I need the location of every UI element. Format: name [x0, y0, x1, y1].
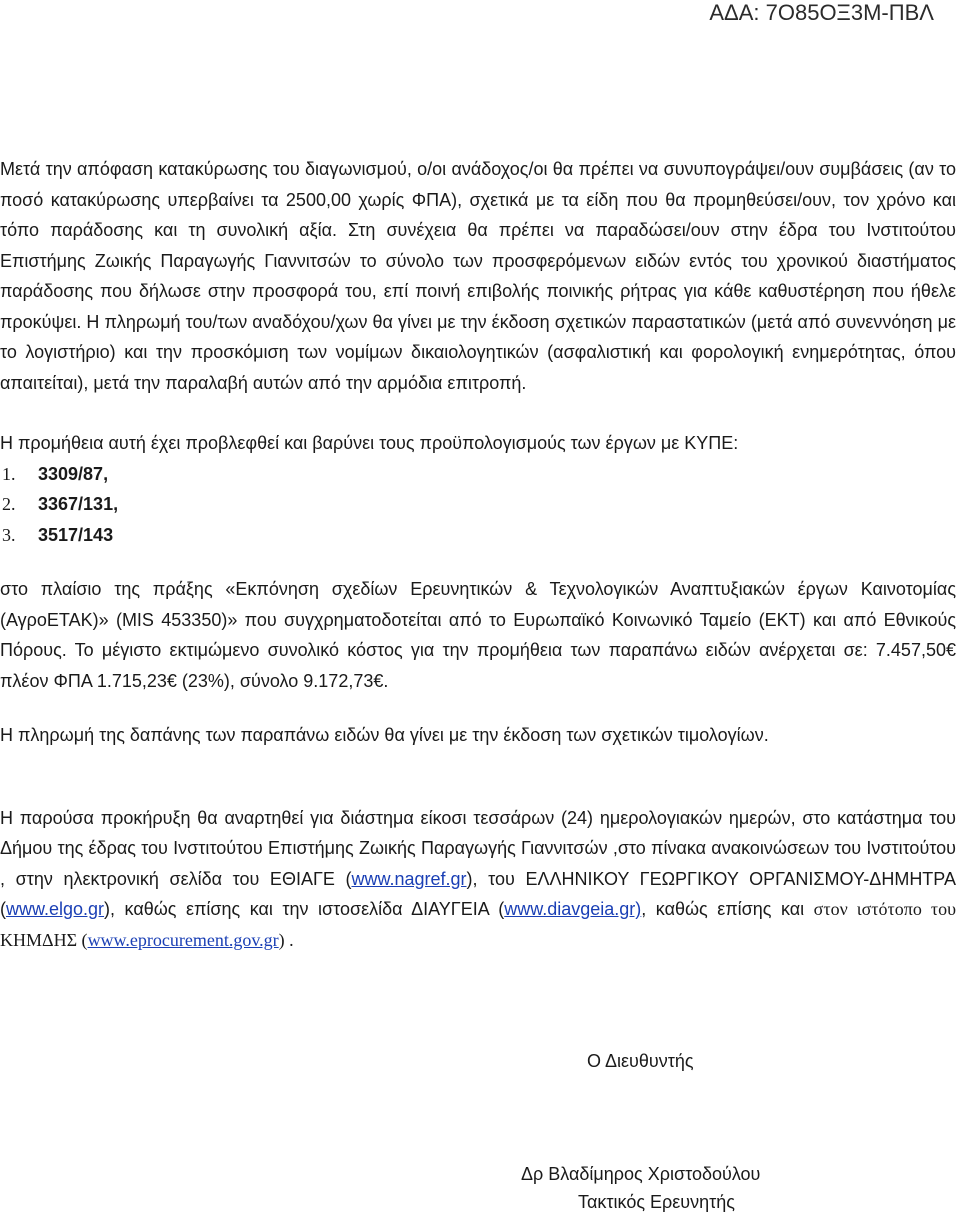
- link-diavgeia[interactable]: www.diavgeia.gr): [504, 899, 642, 919]
- ada-code: ΑΔΑ: 7Ο85ΟΞ3Μ-ΠΒΛ: [709, 0, 934, 25]
- signature-role: Τακτικός Ερευνητής: [578, 1192, 735, 1212]
- paragraph-budget-intro: Η προμήθεια αυτή έχει προβλεφθεί και βαρύνει τους προϋπολογισμούς των έργων με ΚΥΠΕ:: [0, 433, 739, 453]
- kype-list: [0, 459, 956, 551]
- link-nagref[interactable]: www.nagref.gr: [351, 868, 467, 889]
- list-item: 1. 3309/87,: [2, 463, 109, 484]
- paragraph-funding-cost: στο πλαίσιο της πράξης «Εκπόνηση σχεδίων Ερευνητικών & Τεχνολογικών Αναπτυξιακών έργων Καινοτομίας (ΑγροΕΤΑΚ)» (MIS 453350)» που συγχρηματοδοτείται από το Ευρωπαϊκό Κοινωνικό Ταμείο (ΕΚΤ) και από Εθνικούς Πόρους. Το μέγιστο εκτιμώμενο συνολικό κόστος για την προμήθεια των παραπάνω ειδών ανέρχεται σε: 7.457,50€ πλέον ΦΠΑ 1.715,23€ (23%), σύνολο 9.172,73€.: [0, 579, 956, 691]
- list-item: 2. 3367/131,: [2, 494, 119, 514]
- list-item: 3. 3517/143: [2, 524, 114, 545]
- paragraph-publication: Η παρούσα προκήρυξη θα αναρτηθεί για διάστημα είκοσι τεσσάρων (24) ημερολογιακών ημερών, στο κατάστημα του Δήμου της έδρας του Ινστιτούτου Επιστήμης Ζωικής Παραγωγής Γιαννιτσών ,στο πίνακα ανακοινώσεων του Ινστιτούτου , στην ηλεκτρονική σελίδα του ΕΘΙΑΓΕ (www.nagref.gr), του ΕΛΛΗΝΙΚΟΥ ΓΕΩΡΓΙΚΟΥ ΟΡΓΑΝΙΣΜΟΥ-ΔΗΜΗΤΡΑ (www.elgo.gr), καθώς επίσης και την ιστοσελίδα ΔΙΑΥΓΕΙΑ (www.diavgeia.gr), καθώς επίσης και στον ιστότοπο του ΚΗΜΔΗΣ (www.eprocurement.gov.gr) .: [0, 807, 957, 950]
- signature-name: Δρ Βλαδίμηρος Χριστοδούλου: [521, 1164, 761, 1184]
- signature-title: Ο Διευθυντής: [587, 1051, 694, 1071]
- link-eprocurement[interactable]: www.eprocurement.gov.gr: [87, 929, 279, 950]
- paragraph-contract-terms: Μετά την απόφαση κατακύρωσης του διαγωνισμού, ο/οι ανάδοχος/οι θα πρέπει να συνυπογράψει/ουν συμβάσεις (αν το ποσό κατακύρωσης υπερβαίνει τα 2500,00 χωρίς ΦΠΑ), σχετικά με τα είδη που θα προμηθεύσει/ουν, τον χρόνο και τόπο παράδοσης και τη συνολική αξία. Στη συνέχεια θα πρέπει να παραδώσει/ουν στην έδρα του Ινστιτούτου Επιστήμης Ζωικής Παραγωγής Γιαννιτσών το σύνολο των προσφερόμενων ειδών εντός του χρονικού διαστήματος παράδοσης που δήλωσε στην προσφορά του, επί ποινή επιβολής ποινικής ρήτρας για κάθε καθυστέρηση που ήθελε προκύψει. Η πληρωμή του/των αναδόχου/χων θα γίνει με την έκδοση σχετικών παραστατικών (μετά από συνεννόηση με το λογιστήριο) και την προσκόμιση των νομίμων δικαιολογητικών (ασφαλιστική και φορολογική ενημερότητας, όπου απαιτείται), μετά την παραλαβή αυτών από την αρμόδια επιτροπή.: [0, 159, 956, 393]
- paragraph-payment: Η πληρωμή της δαπάνης των παραπάνω ειδών θα γίνει με την έκδοση των σχετικών τιμολογίων.: [0, 725, 769, 745]
- document-body: [0, 154, 956, 955]
- link-elgo[interactable]: www.elgo.gr: [6, 899, 105, 919]
